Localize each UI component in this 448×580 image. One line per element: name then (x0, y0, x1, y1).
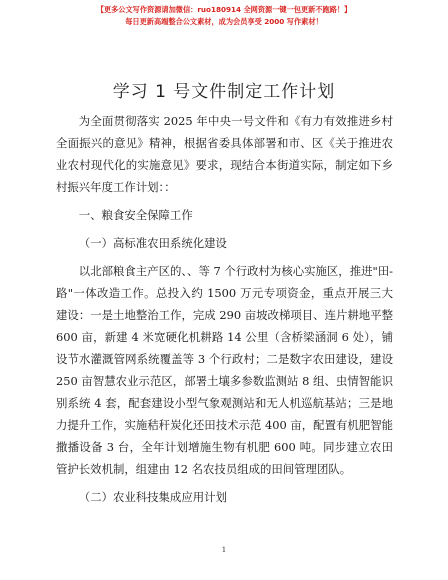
page-number: 1 (221, 546, 227, 554)
intro-paragraph: 为全面贯彻落实 2025 年中央一号文件和《有力有效推进乡村全面振兴的意见》精神，根据省委具体部署和市、区《关于推进农业农村现代化的实施意见》要求，现结合本街道实际，制定如下乡村振兴年度工作计划：： (56, 114, 393, 194)
section-heading-1: 一、粮食安全保障工作 (78, 208, 193, 222)
subsection-heading-2: （二）农业科技集成应用计划 (78, 490, 227, 504)
document-title: 学习 1 号文件制定工作计划 (112, 82, 336, 102)
body-paragraph-1: 以北部粮食主产区的、、等 7 个行政村为核心实施区，推进"田-路"一体改造工作。总投入约 1500 万元专项资金，重点开展三大建设：一是土地整治工作，完成 290 亩坡改梯项目、连片耕地平整 600 亩，新建 4 米宽硬化机耕路 14 公里（含桥梁涵洞 6 处），铺设节水灌溉管网系统覆盖等 3 个行政村；二是数字农田建设，建设 250 亩智慧农业示范区，部署土壤多参数监测站 8 组、虫情智能识别系统 4 套，配套建设小型气象观测站和无人机巡航基站；三是地力提升工作，实施秸秆炭化还田技术示范 400 亩，配置有机肥智能撒播设备 3 台，全年计划增施生物有机肥 600 吨。同步建立农田管护长效机制，组建由 12 名农技员组成的田间管理团队。 (56, 264, 393, 476)
promo-banner (0, 4, 448, 28)
document-body (56, 110, 393, 508)
banner-line-1: 【更多公文写作资源请加微信：ruo180914 全网资源一键一包更新不跑路！】 (96, 5, 352, 14)
banner-line-2: 每日更新高端整合公文素材，成为会员享受 2000 写作素材！ (125, 17, 323, 26)
subsection-heading-1: （一）高标准农田系统化建设 (78, 236, 227, 250)
